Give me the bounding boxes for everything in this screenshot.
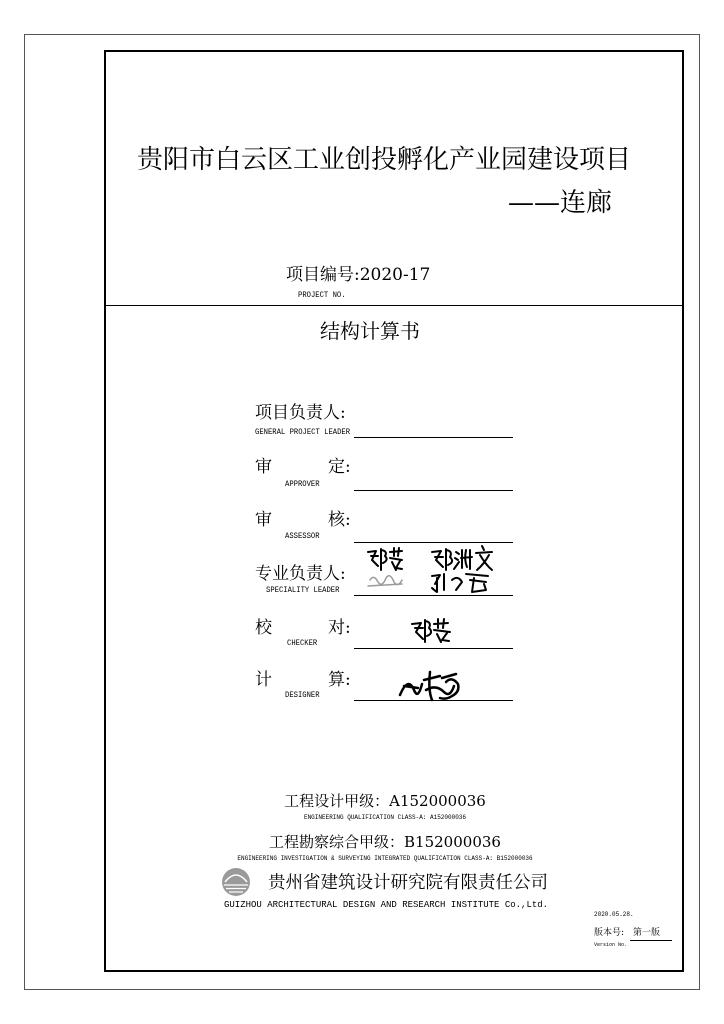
document-type: 结构计算书 xyxy=(320,319,420,343)
designer-label-en: DESIGNER xyxy=(285,691,320,700)
design-qualification: 工程设计甲级：A152000036 xyxy=(284,792,486,810)
company-logo-icon xyxy=(221,867,251,897)
approver-signature-line xyxy=(354,490,513,491)
approver-label-en: APPROVER xyxy=(285,480,320,489)
assessor-label-first: 审 xyxy=(255,510,272,530)
company-name-cn: 贵州省建筑设计研究院有限责任公司 xyxy=(268,873,548,893)
approver-label-last: 定: xyxy=(328,457,351,477)
version-label: 版本号: xyxy=(594,928,625,938)
project-subtitle: ——连廊 xyxy=(507,188,612,218)
designer-label-first: 计 xyxy=(255,670,272,690)
version-label-en: Version No. xyxy=(594,942,628,948)
project-title: 贵阳市白云区工业创投孵化产业园建设项目 xyxy=(137,145,632,175)
project-number xyxy=(286,267,430,284)
checker-signature-line xyxy=(354,648,513,649)
version-value: 第一版 xyxy=(633,928,661,938)
general-project-leader-label-en: GENERAL PROJECT LEADER xyxy=(255,428,351,437)
survey-qualification-en: ENGINEERING INVESTIGATION & SURVEYING INTEGRATED QUALIFICATION CLASS-A: B152000036 xyxy=(237,855,533,862)
assessor-label-en: ASSESSOR xyxy=(285,532,320,541)
checker-label-last: 对: xyxy=(328,618,351,638)
approver-label-first: 审 xyxy=(255,457,272,477)
issue-date: 2020.05.28. xyxy=(594,911,634,918)
general-project-leader-signature-line xyxy=(354,437,513,438)
survey-qualification: 工程勘察综合甲级：B152000036 xyxy=(269,833,501,851)
general-project-leader-label: 项目负责人: xyxy=(255,403,346,423)
checker-label-en: CHECKER xyxy=(287,639,318,648)
speciality-leader-signature-line xyxy=(354,595,513,596)
speciality-leader-label: 专业负责人: xyxy=(255,564,346,584)
project-number-label-en: PROJECT NO. xyxy=(298,291,346,300)
designer-signature-line xyxy=(354,700,513,701)
speciality-leader-label-en: SPECIALITY LEADER xyxy=(266,586,340,595)
checker-label-first: 校 xyxy=(255,618,272,638)
assessor-label-last: 核: xyxy=(328,510,351,530)
assessor-signature-line xyxy=(354,542,513,543)
project-number-value: 2020-17 xyxy=(359,265,431,285)
designer-label-last: 算: xyxy=(328,670,351,690)
design-qualification-en: ENGINEERING QUALIFICATION CLASS-A: A152000036 xyxy=(303,814,467,821)
company-name-en: GUIZHOU ARCHITECTURAL DESIGN AND RESEARCH INSTITUTE Co.,Ltd. xyxy=(224,900,549,910)
version-underline xyxy=(630,940,672,941)
header-divider xyxy=(104,305,684,306)
project-number-label: 项目编号: xyxy=(286,265,360,285)
